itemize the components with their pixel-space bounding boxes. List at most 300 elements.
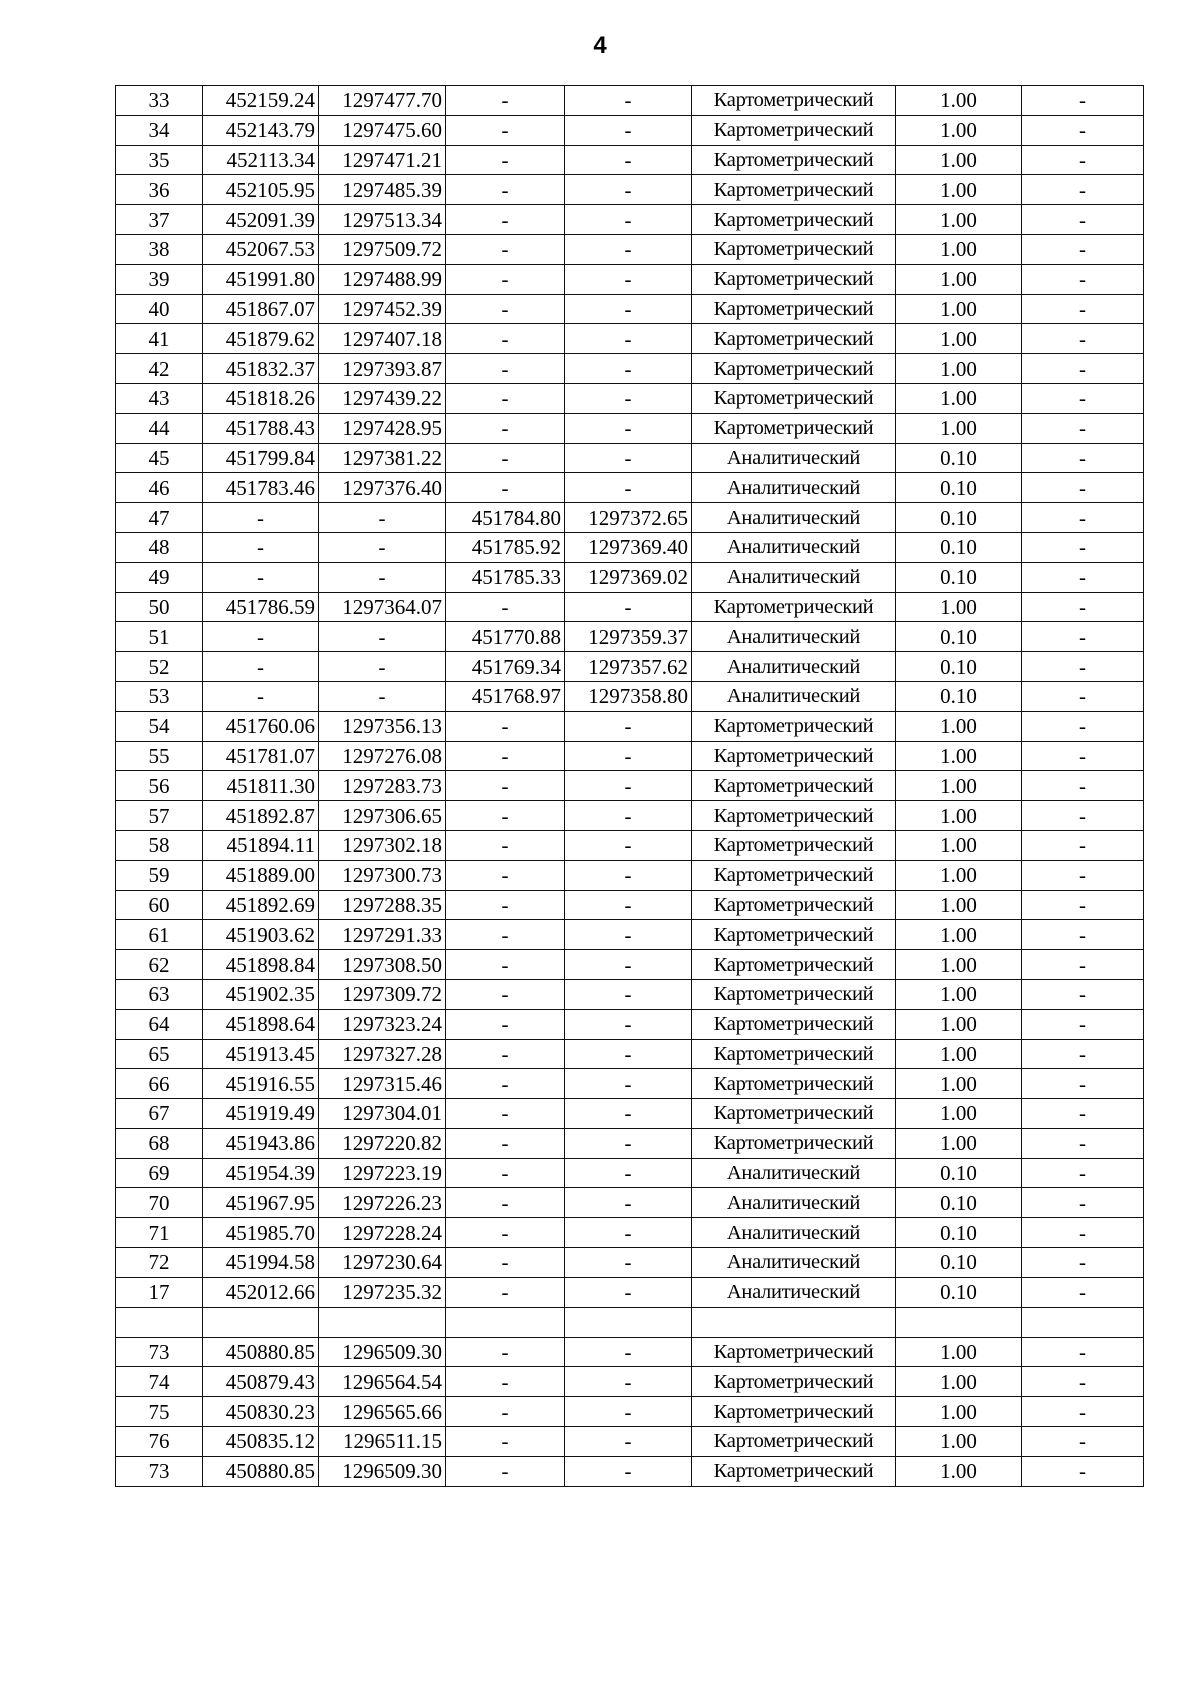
table-row [116,205,1144,235]
x-existing-cell: - [203,681,319,711]
point-number-cell: 70 [116,1188,203,1218]
y-existing-cell: 1297235.32 [319,1277,446,1307]
y-new-cell: - [565,1158,692,1188]
method-cell: Картометрический [692,145,896,175]
y-existing-cell: 1297315.46 [319,1069,446,1099]
y-new-cell: - [565,1397,692,1427]
table-row [116,1248,1144,1278]
x-existing-cell: 451818.26 [203,383,319,413]
y-existing-cell: 1297452.39 [319,294,446,324]
x-existing-cell: 451799.84 [203,443,319,473]
x-new-cell: - [446,354,565,384]
method-cell: Картометрический [692,771,896,801]
description-cell: - [1022,860,1144,890]
point-number-cell: 17 [116,1277,203,1307]
table-row [116,592,1144,622]
method-cell: Картометрический [692,801,896,831]
point-number-cell: 40 [116,294,203,324]
method-cell: Картометрический [692,383,896,413]
method-cell: Картометрический [692,115,896,145]
description-cell: - [1022,1337,1144,1367]
table-row [116,771,1144,801]
y-new-cell: - [565,1248,692,1278]
description-cell: - [1022,1069,1144,1099]
y-new-cell: - [565,979,692,1009]
method-cell: Картометрический [692,1039,896,1069]
y-existing-cell: 1296509.30 [319,1337,446,1367]
description-cell: - [1022,1009,1144,1039]
y-existing-cell: 1297302.18 [319,830,446,860]
description-cell: - [1022,1128,1144,1158]
x-new-cell: - [446,1218,565,1248]
description-cell: - [1022,1456,1144,1486]
accuracy-cell: 1.00 [896,1397,1022,1427]
table-row [116,1367,1144,1397]
x-existing-cell: 451898.64 [203,1009,319,1039]
y-new-cell: - [565,383,692,413]
y-existing-cell: - [319,622,446,652]
y-new-cell: - [565,1277,692,1307]
point-number-cell: 43 [116,383,203,413]
x-new-cell: - [446,890,565,920]
accuracy-cell: 1.00 [896,771,1022,801]
description-cell: - [1022,681,1144,711]
accuracy-cell: 1.00 [896,354,1022,384]
point-number-cell: 74 [116,1367,203,1397]
description-cell: - [1022,264,1144,294]
description-cell: - [1022,622,1144,652]
y-existing-cell: 1297393.87 [319,354,446,384]
point-number-cell: 45 [116,443,203,473]
y-existing-cell [319,1307,446,1337]
accuracy-cell: 1.00 [896,145,1022,175]
x-new-cell: 451785.33 [446,562,565,592]
x-existing-cell: 452143.79 [203,115,319,145]
x-existing-cell: 451879.62 [203,324,319,354]
method-cell: Аналитический [692,652,896,682]
method-cell: Аналитический [692,503,896,533]
y-existing-cell: 1297471.21 [319,145,446,175]
point-number-cell: 39 [116,264,203,294]
x-existing-cell: 451832.37 [203,354,319,384]
table-row [116,622,1144,652]
description-cell: - [1022,324,1144,354]
x-new-cell [446,1307,565,1337]
coordinates-table [115,85,1144,1487]
point-number-cell: 71 [116,1218,203,1248]
y-existing-cell: 1296509.30 [319,1456,446,1486]
method-cell: Картометрический [692,1069,896,1099]
table-row [116,383,1144,413]
method-cell: Картометрический [692,1397,896,1427]
x-new-cell: - [446,1337,565,1367]
y-existing-cell: 1296565.66 [319,1397,446,1427]
table-row [116,801,1144,831]
x-new-cell: - [446,324,565,354]
description-cell: - [1022,592,1144,622]
accuracy-cell: 1.00 [896,950,1022,980]
table-row [116,145,1144,175]
y-new-cell: - [565,1367,692,1397]
accuracy-cell: 1.00 [896,1456,1022,1486]
description-cell: - [1022,652,1144,682]
table-row [116,473,1144,503]
point-number-cell: 41 [116,324,203,354]
method-cell: Аналитический [692,443,896,473]
method-cell: Аналитический [692,532,896,562]
point-number-cell: 47 [116,503,203,533]
table-row [116,1277,1144,1307]
description-cell: - [1022,503,1144,533]
x-new-cell: - [446,1069,565,1099]
accuracy-cell: 1.00 [896,234,1022,264]
x-new-cell: - [446,1277,565,1307]
y-existing-cell: 1297283.73 [319,771,446,801]
method-cell: Картометрический [692,175,896,205]
method-cell: Картометрический [692,1099,896,1129]
table-row [116,354,1144,384]
method-cell: Картометрический [692,205,896,235]
description-cell: - [1022,473,1144,503]
x-new-cell: 451770.88 [446,622,565,652]
y-new-cell: - [565,1427,692,1457]
x-new-cell: - [446,145,565,175]
y-new-cell: - [565,234,692,264]
x-existing-cell: - [203,503,319,533]
accuracy-cell: 1.00 [896,1069,1022,1099]
x-new-cell: 451784.80 [446,503,565,533]
x-existing-cell: 451811.30 [203,771,319,801]
table-row [116,681,1144,711]
y-new-cell: - [565,771,692,801]
table-row [116,443,1144,473]
x-existing-cell: 451954.39 [203,1158,319,1188]
x-new-cell: - [446,1128,565,1158]
description-cell: - [1022,1277,1144,1307]
table-row [116,741,1144,771]
point-number-cell: 46 [116,473,203,503]
x-new-cell: - [446,473,565,503]
description-cell: - [1022,532,1144,562]
table-row [116,1218,1144,1248]
x-existing-cell: 451994.58 [203,1248,319,1278]
y-new-cell: - [565,830,692,860]
x-existing-cell: 451898.84 [203,950,319,980]
table-row [116,324,1144,354]
description-cell: - [1022,1099,1144,1129]
y-new-cell: - [565,86,692,116]
x-new-cell: - [446,711,565,741]
y-new-cell: - [565,1009,692,1039]
x-new-cell: - [446,1456,565,1486]
y-new-cell: 1297357.62 [565,652,692,682]
table-row [116,413,1144,443]
point-number-cell: 56 [116,771,203,801]
accuracy-cell: 1.00 [896,711,1022,741]
table-row [116,1009,1144,1039]
description-cell: - [1022,1248,1144,1278]
table-row [116,979,1144,1009]
point-number-cell: 55 [116,741,203,771]
point-number-cell: 73 [116,1456,203,1486]
table-row [116,86,1144,116]
y-existing-cell: 1297220.82 [319,1128,446,1158]
y-existing-cell: - [319,681,446,711]
x-new-cell: - [446,413,565,443]
y-new-cell: - [565,1099,692,1129]
accuracy-cell: 1.00 [896,1128,1022,1158]
y-existing-cell: 1297475.60 [319,115,446,145]
y-new-cell: - [565,1218,692,1248]
y-existing-cell: 1297291.33 [319,920,446,950]
y-existing-cell: 1297381.22 [319,443,446,473]
accuracy-cell: 1.00 [896,264,1022,294]
x-existing-cell: 451781.07 [203,741,319,771]
method-cell: Картометрический [692,1427,896,1457]
table-row [116,1397,1144,1427]
accuracy-cell: 1.00 [896,860,1022,890]
x-existing-cell: 451991.80 [203,264,319,294]
description-cell: - [1022,950,1144,980]
accuracy-cell: 0.10 [896,443,1022,473]
x-new-cell: - [446,294,565,324]
description-cell: - [1022,801,1144,831]
y-existing-cell: 1297364.07 [319,592,446,622]
table-row [116,1337,1144,1367]
y-new-cell: - [565,890,692,920]
y-new-cell: - [565,205,692,235]
x-new-cell: - [446,741,565,771]
table-row [116,234,1144,264]
accuracy-cell: 0.10 [896,503,1022,533]
accuracy-cell: 1.00 [896,979,1022,1009]
x-new-cell: - [446,1188,565,1218]
method-cell: Картометрический [692,324,896,354]
y-new-cell: 1297369.40 [565,532,692,562]
method-cell: Картометрический [692,890,896,920]
description-cell: - [1022,1188,1144,1218]
point-number-cell: 68 [116,1128,203,1158]
table-row [116,532,1144,562]
method-cell: Картометрический [692,1128,896,1158]
table-row [116,950,1144,980]
x-existing-cell: 451902.35 [203,979,319,1009]
x-existing-cell: 451788.43 [203,413,319,443]
table-row [116,830,1144,860]
description-cell: - [1022,234,1144,264]
point-number-cell: 51 [116,622,203,652]
y-new-cell: - [565,175,692,205]
x-existing-cell: 451867.07 [203,294,319,324]
method-cell: Картометрический [692,264,896,294]
y-new-cell: - [565,711,692,741]
x-existing-cell: 451894.11 [203,830,319,860]
x-existing-cell: 450879.43 [203,1367,319,1397]
accuracy-cell: 1.00 [896,1009,1022,1039]
table-row [116,711,1144,741]
description-cell: - [1022,115,1144,145]
accuracy-cell: 1.00 [896,115,1022,145]
y-existing-cell: 1297509.72 [319,234,446,264]
y-new-cell: 1297358.80 [565,681,692,711]
x-new-cell: - [446,801,565,831]
accuracy-cell: 1.00 [896,801,1022,831]
method-cell: Аналитический [692,1218,896,1248]
point-number-cell: 38 [116,234,203,264]
point-number-cell [116,1307,203,1337]
method-cell: Картометрический [692,1367,896,1397]
y-existing-cell: 1297439.22 [319,383,446,413]
x-existing-cell: 451913.45 [203,1039,319,1069]
table-row [116,562,1144,592]
y-existing-cell: 1297356.13 [319,711,446,741]
point-number-cell: 62 [116,950,203,980]
point-number-cell: 50 [116,592,203,622]
y-new-cell: - [565,145,692,175]
x-existing-cell: 451892.69 [203,890,319,920]
accuracy-cell: 0.10 [896,473,1022,503]
description-cell: - [1022,979,1144,1009]
accuracy-cell: 0.10 [896,1218,1022,1248]
x-existing-cell: - [203,622,319,652]
y-new-cell: - [565,294,692,324]
accuracy-cell: 1.00 [896,1337,1022,1367]
method-cell: Картометрический [692,979,896,1009]
x-new-cell: - [446,1248,565,1278]
y-existing-cell: - [319,503,446,533]
accuracy-cell: 0.10 [896,532,1022,562]
method-cell: Картометрический [692,1009,896,1039]
x-existing-cell: 450880.85 [203,1337,319,1367]
method-cell: Картометрический [692,711,896,741]
table-row [116,652,1144,682]
description-cell: - [1022,830,1144,860]
x-new-cell: - [446,1427,565,1457]
accuracy-cell: 1.00 [896,890,1022,920]
point-number-cell: 49 [116,562,203,592]
accuracy-cell: 1.00 [896,1039,1022,1069]
table-row [116,175,1144,205]
method-cell: Аналитический [692,1248,896,1278]
accuracy-cell: 1.00 [896,1099,1022,1129]
point-number-cell: 67 [116,1099,203,1129]
table-row [116,1307,1144,1337]
point-number-cell: 73 [116,1337,203,1367]
y-new-cell: - [565,860,692,890]
x-new-cell: - [446,234,565,264]
x-existing-cell: 451919.49 [203,1099,319,1129]
y-new-cell: - [565,592,692,622]
method-cell: Картометрический [692,86,896,116]
method-cell: Аналитический [692,562,896,592]
y-existing-cell: 1297485.39 [319,175,446,205]
point-number-cell: 44 [116,413,203,443]
point-number-cell: 59 [116,860,203,890]
description-cell: - [1022,920,1144,950]
y-new-cell: - [565,1337,692,1367]
table-row [116,1456,1144,1486]
x-new-cell: 451769.34 [446,652,565,682]
point-number-cell: 54 [116,711,203,741]
x-new-cell: - [446,860,565,890]
accuracy-cell: 1.00 [896,324,1022,354]
table-row [116,115,1144,145]
y-new-cell: - [565,1039,692,1069]
table-row [116,1158,1144,1188]
x-new-cell: - [446,920,565,950]
y-new-cell: - [565,1188,692,1218]
method-cell: Аналитический [692,681,896,711]
x-existing-cell: 450835.12 [203,1427,319,1457]
y-new-cell: - [565,801,692,831]
accuracy-cell: 1.00 [896,413,1022,443]
point-number-cell: 35 [116,145,203,175]
point-number-cell: 75 [116,1397,203,1427]
description-cell: - [1022,294,1144,324]
table-row [116,264,1144,294]
accuracy-cell: 1.00 [896,1367,1022,1397]
accuracy-cell: 0.10 [896,562,1022,592]
point-number-cell: 58 [116,830,203,860]
method-cell: Картометрический [692,920,896,950]
x-new-cell: - [446,86,565,116]
accuracy-cell [896,1307,1022,1337]
point-number-cell: 60 [116,890,203,920]
x-new-cell: - [446,264,565,294]
method-cell: Аналитический [692,473,896,503]
method-cell: Картометрический [692,741,896,771]
y-existing-cell: 1297276.08 [319,741,446,771]
description-cell: - [1022,175,1144,205]
x-existing-cell [203,1307,319,1337]
point-number-cell: 33 [116,86,203,116]
x-existing-cell: 451903.62 [203,920,319,950]
point-number-cell: 65 [116,1039,203,1069]
y-new-cell: - [565,264,692,294]
y-new-cell: - [565,741,692,771]
table-row [116,1069,1144,1099]
y-existing-cell: 1297488.99 [319,264,446,294]
accuracy-cell: 1.00 [896,920,1022,950]
description-cell: - [1022,354,1144,384]
table-row [116,1099,1144,1129]
accuracy-cell: 1.00 [896,592,1022,622]
method-cell: Картометрический [692,413,896,443]
point-number-cell: 34 [116,115,203,145]
point-number-cell: 64 [116,1009,203,1039]
description-cell: - [1022,1218,1144,1248]
table-row [116,920,1144,950]
accuracy-cell: 0.10 [896,681,1022,711]
x-new-cell: - [446,1158,565,1188]
table-row [116,503,1144,533]
y-new-cell: - [565,473,692,503]
x-new-cell: - [446,443,565,473]
x-existing-cell: 451892.87 [203,801,319,831]
point-number-cell: 72 [116,1248,203,1278]
y-existing-cell: 1297309.72 [319,979,446,1009]
x-existing-cell: 450830.23 [203,1397,319,1427]
x-new-cell: - [446,592,565,622]
description-cell: - [1022,86,1144,116]
page-number: 4 [593,32,607,59]
point-number-cell: 61 [116,920,203,950]
x-new-cell: 451768.97 [446,681,565,711]
x-existing-cell: 451889.00 [203,860,319,890]
y-new-cell: 1297369.02 [565,562,692,592]
y-existing-cell: 1297428.95 [319,413,446,443]
y-new-cell: - [565,115,692,145]
